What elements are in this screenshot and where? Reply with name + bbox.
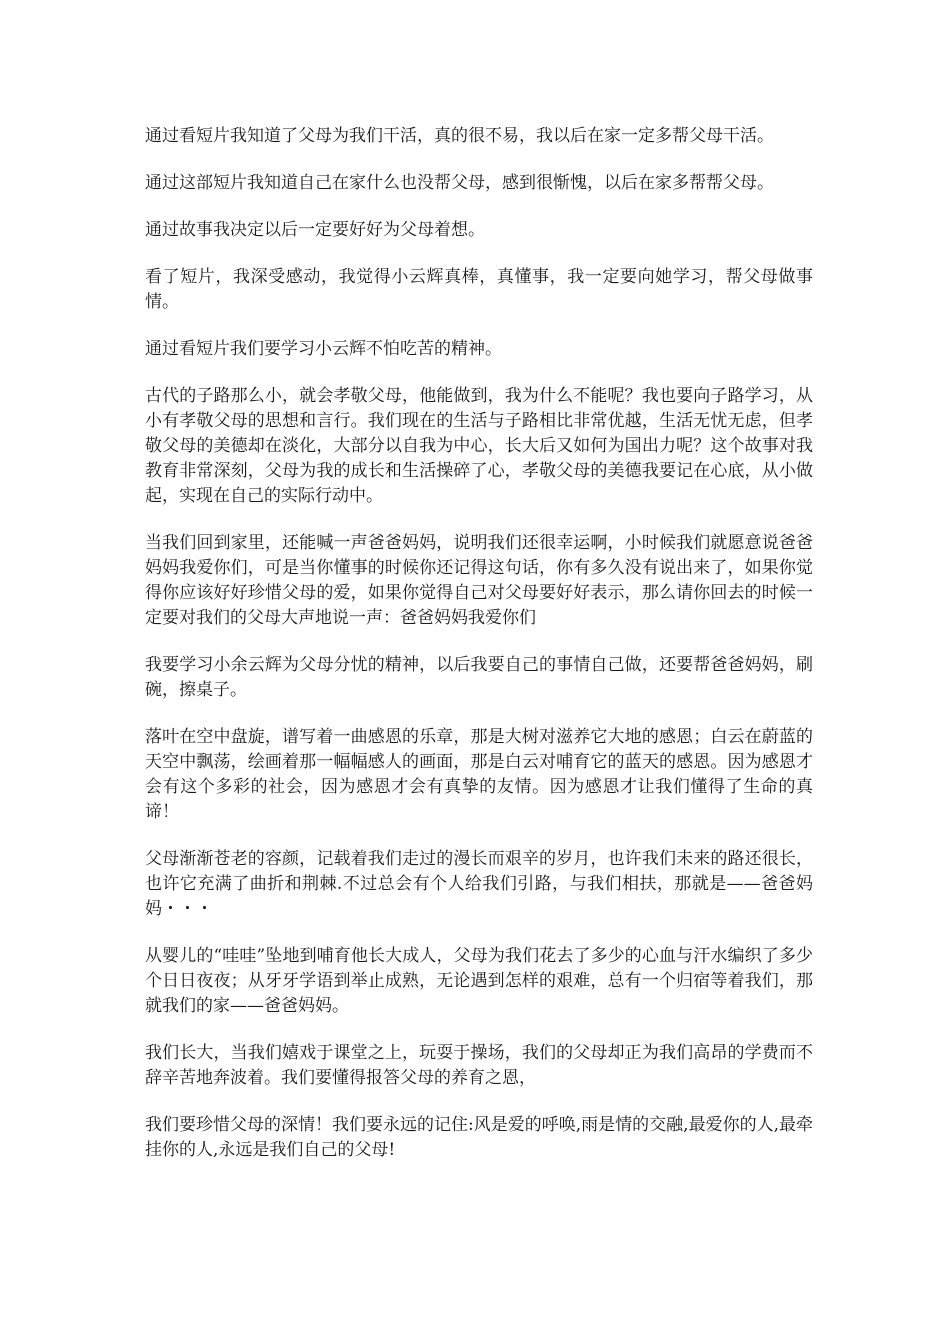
paragraph-5: 通过看短片我们要学习小云辉不怕吃苦的精神。 [145, 339, 502, 359]
paragraph-13: 我们要珍惜父母的深情！我们要永远的记住:风是爱的呼唤,雨是情的交融,最爱你的人,最牵挂你的人,永远是我们自己的父母! [145, 1115, 813, 1160]
document-body [145, 124, 813, 1185]
paragraph-8: 我要学习小余云辉为父母分忧的精神，以后我要自己的事情自己做，还要帮爸爸妈妈，刷碗，擦桌子。 [145, 655, 813, 700]
paragraph-6: 古代的子路那么小，就会孝敬父母，他能做到，我为什么不能呢？我也要向子路学习，从小有孝敬父母的思想和言行。我们现在的生活与子路相比非常优越，生活无忧无虑，但孝敬父母的美德却在淡化，大部分以自我为中心，长大后又如何为国出力呢？这个故事对我教育非常深刻，父母为我的成长和生活操碎了心，孝敬父母的美德我要记在心底，从小做起，实现在自己的实际行动中。 [145, 386, 813, 506]
paragraph-3: 通过故事我决定以后一定要好好为父母着想。 [145, 220, 485, 240]
paragraph-11: 从婴儿的“哇哇”坠地到哺育他长大成人，父母为我们花去了多少的心血与汗水编织了多少个日日夜夜；从牙牙学语到举止成熟，无论遇到怎样的艰难，总有一个归宿等着我们，那就我们的家——爸爸妈妈。 [145, 946, 813, 1016]
paragraph-1: 通过看短片我知道了父母为我们干活，真的很不易，我以后在家一定多帮父母干活。 [145, 126, 774, 146]
paragraph-12: 我们长大，当我们嬉戏于课堂之上，玩耍于操场，我们的父母却正为我们高昂的学费而不辞辛苦地奔波着。我们要懂得报答父母的养育之恩， [145, 1043, 813, 1088]
paragraph-9: 落叶在空中盘旋，谱写着一曲感恩的乐章，那是大树对滋养它大地的感恩；白云在蔚蓝的天空中飘荡，绘画着那一幅幅感人的画面，那是白云对哺育它的蓝天的感恩。因为感恩才会有这个多彩的社会，因为感恩才会有真挚的友情。因为感恩才让我们懂得了生命的真谛！ [145, 727, 813, 822]
paragraph-7: 当我们回到家里，还能喊一声爸爸妈妈，说明我们还很幸运啊，小时候我们就愿意说爸爸妈妈我爱你们，可是当你懂事的时候你还记得这句话，你有多久没有说出来了，如果你觉得你应该好好珍惜父母的爱，如果你觉得自己对父母要好好表示，那么请你回去的时候一定要对我们的父母大声地说一声：爸爸妈妈我爱你们 [145, 533, 813, 628]
paragraph-4: 看了短片，我深受感动，我觉得小云辉真棒，真懂事，我一定要向她学习，帮父母做事情。 [145, 267, 813, 312]
paragraph-2: 通过这部短片我知道自己在家什么也没帮父母，感到很惭愧，以后在家多帮帮父母。 [145, 173, 774, 193]
paragraph-10: 父母渐渐苍老的容颜，记载着我们走过的漫长而艰辛的岁月，也许我们未来的路还很长，也许它充满了曲折和荆棘.不过总会有个人给我们引路，与我们相扶，那就是——爸爸妈妈・・・ [145, 849, 813, 919]
